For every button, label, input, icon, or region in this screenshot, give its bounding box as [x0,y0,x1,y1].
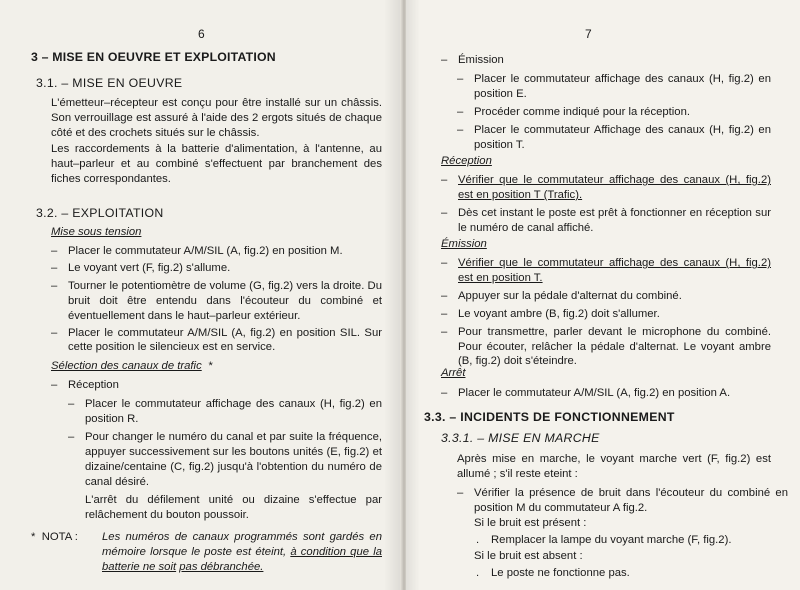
note: L'arrêt du défilement unité ou dizaine s'effectue par relâchement du bouton poussoir. [85,494,382,522]
list [457,72,771,153]
condition-text: Si le bruit est présent : [474,517,587,529]
bullet-item: . Remplacer la lampe du voyant marche (F, fig.2). [476,534,732,546]
page-number: 7 [585,27,592,41]
heading-underlined: Mise sous tension [51,226,142,238]
list-item: – Placer le commutateur A/M/SIL (A, fig.2) en position A. [441,387,731,399]
section-title: 3 – MISE EN OEUVRE ET EXPLOITATION [31,50,276,64]
list-item: – Émission [441,54,504,66]
list-item: – Procéder comme indiqué pour la réception. [457,105,691,118]
heading-underlined: Sélection des canaux de trafic * [51,360,213,372]
heading-underlined: Émission [441,238,487,250]
list-item: – Placer le commutateur Affichage des canaux (H, fig.2) en position T. [457,123,771,151]
list-item: – Vérifier que le commutateur affichage des canaux (H, fig.2) est en position T. [441,257,771,284]
list [441,173,771,236]
list-item: – Placer le commutateur affichage des canaux (H, fig.2) en position R. [68,398,382,425]
heading-underlined: Arrêt [441,367,466,379]
list-item: – Dès cet instant le poste est prêt à fonctionner en réception sur le numéro de canal affiché. [441,206,771,234]
subsection-title: 3.2. – EXPLOITATION [36,206,164,220]
paragraph: Les raccordements à la batterie d'alimentation, à l'antenne, au haut–parleur et au combiné s'effectuent par branchement des fiches correspondantes. [51,143,382,185]
subsubsection-title: 3.3.1. – MISE EN MARCHE [441,431,600,445]
bullet-item: . Le poste ne fonctionne pas. [476,567,630,579]
list-item: – Le voyant ambre (B, fig.2) doit s'allumer. [441,307,660,320]
list-item: – Tourner le potentiomètre de volume (G, fig.2) vers la droite. Du bruit doit être entendu dans l'écouteur du combiné et éventuellement dans le haut–parleur extérieur. [51,279,382,322]
condition-text: Si le bruit est absent : [474,550,583,562]
nota-text: Les numéros de canaux programmés sont gardés en mémoire lorsque le poste est éteint, à condition que la batterie ne soit pas débranchée. [102,531,382,573]
list-item: – Placer le commutateur A/M/SIL (A, fig.2) en position M. [51,245,343,257]
list-item: – Placer le commutateur A/M/SIL (A, fig.2) en position SIL. Sur cette position le silencieux est en service. [51,326,382,354]
heading-underlined: Réception [441,155,492,167]
list-item: – Pour changer le numéro du canal et par suite la fréquence, appuyer successivement sur les boutons unités (E, fig.2) et dizaine/centaine (C, fig.2) jusqu'à l'obtention du numéro de canal désiré. [68,430,382,488]
right-page [406,0,800,590]
list-item: – Placer le commutateur affichage des canaux (H, fig.2) en position E. [457,73,771,100]
list [68,397,382,523]
paragraph: L'émetteur–récepteur est conçu pour être installé sur un châssis. Son verrouillage est assuré à l'aide des 2 ergots situés de chaque côté et des crochets situés sur le châssis. [51,97,382,139]
list-item: – Vérifier la présence de bruit dans l'écouteur du combiné en position M du commutateur A fig.2. [457,487,788,514]
subsection-title: 3.1. – MISE EN OEUVRE [36,76,183,90]
nota-label: * NOTA : [31,531,78,543]
list-item: – Appuyer sur la pédale d'alternat du combiné. [441,289,682,302]
paragraph: Après mise en marche, le voyant marche vert (F, fig.2) est allumé ; s'il reste eteint : [457,453,771,480]
page-number: 6 [198,27,205,41]
list [441,256,771,369]
list-item: – Pour transmettre, parler devant le microphone du combiné. Pour écouter, relâcher la pédale d'alternat. Le voyant ambre (B, fig.2) doit s'éteindre. [441,325,771,368]
list-item: – Réception [51,379,119,391]
list [51,244,382,355]
list-item: – Vérifier que le commutateur affichage des canaux (H, fig.2) est en position T (Trafic). [441,174,771,201]
list-item: – Le voyant vert (F, fig.2) s'allume. [51,261,231,274]
subsection-title: 3.3. – INCIDENTS DE FONCTIONNEMENT [424,410,675,424]
